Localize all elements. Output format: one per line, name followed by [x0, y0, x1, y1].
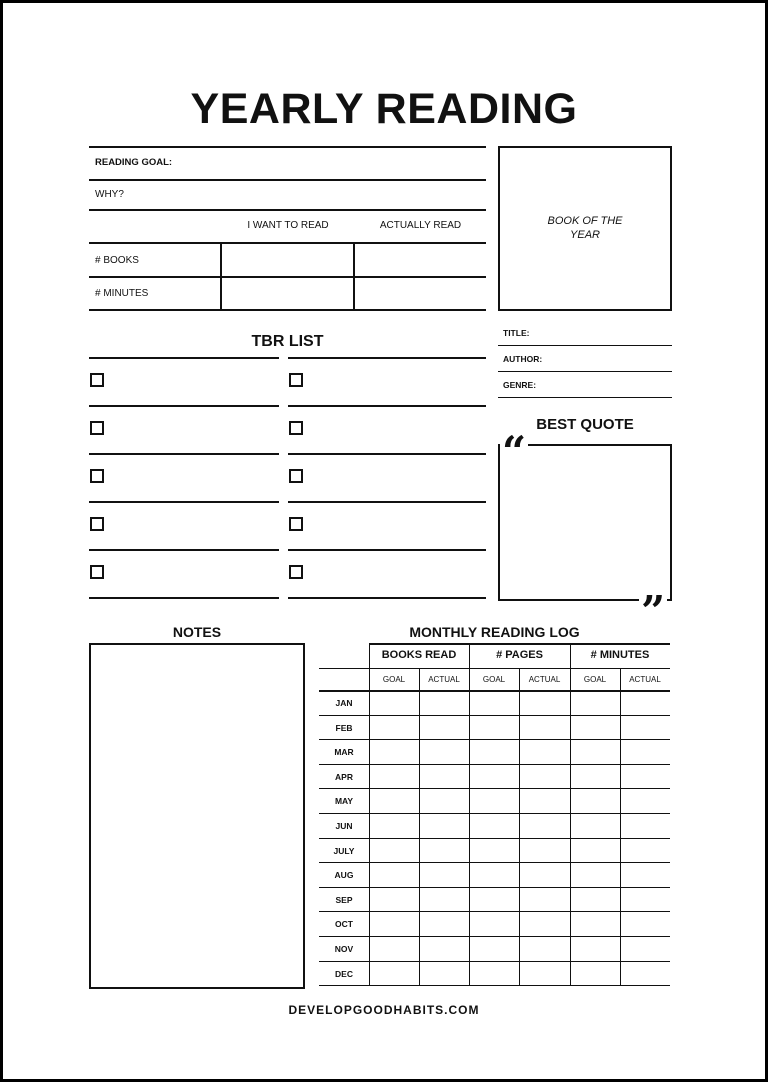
- col-want-header: I WANT TO READ: [247, 220, 329, 231]
- tbr-entry-line: [89, 597, 279, 599]
- tbr-entry-line: [288, 549, 486, 551]
- row-minutes-label: # MINUTES: [95, 288, 149, 299]
- close-quote-icon: ”: [641, 587, 666, 636]
- tbr-entry-line: [288, 405, 486, 407]
- title-label: TITLE:: [503, 328, 530, 338]
- tbr-entry-line: [89, 453, 279, 455]
- log-row-rule: [319, 887, 670, 888]
- tbr-entry-line: [89, 549, 279, 551]
- tbr-checkbox[interactable]: [90, 421, 104, 435]
- tbr-checkbox[interactable]: [289, 469, 303, 483]
- table-rule: [319, 690, 670, 692]
- table-rule: [369, 643, 370, 986]
- tbr-checkbox[interactable]: [90, 517, 104, 531]
- log-month-label: JUN: [335, 821, 353, 831]
- log-row-rule: [319, 813, 670, 814]
- tbr-entry-line: [288, 501, 486, 503]
- table-rule: [570, 643, 571, 986]
- log-month-label: MAY: [334, 796, 354, 807]
- tbr-checkbox[interactable]: [90, 373, 104, 387]
- tbr-checkbox[interactable]: [90, 469, 104, 483]
- log-row-rule: [319, 739, 670, 740]
- log-sub-goal: GOAL: [382, 675, 406, 684]
- log-row-rule: [319, 985, 670, 986]
- col-actual-header: ACTUALLY READ: [379, 220, 462, 231]
- log-row-rule: [319, 862, 670, 863]
- log-sub-goal: GOAL: [482, 675, 506, 684]
- log-sub-actual: ACTUAL: [528, 675, 561, 684]
- log-sub-actual: ACTUAL: [629, 675, 661, 684]
- log-month-label: JAN: [335, 698, 353, 708]
- tbr-checkbox[interactable]: [289, 373, 303, 387]
- log-row-rule: [319, 838, 670, 839]
- tbr-checkbox[interactable]: [289, 421, 303, 435]
- notes-box: [89, 643, 305, 989]
- log-row-rule: [319, 961, 670, 962]
- log-group-header: BOOKS READ: [381, 649, 457, 661]
- tbr-heading: TBR LIST: [251, 333, 324, 350]
- tbr-entry-line: [288, 453, 486, 455]
- book-of-year-line2: YEAR: [570, 229, 600, 241]
- log-month-label: APR: [335, 771, 353, 782]
- table-rule: [419, 668, 420, 986]
- page-title: YEARLY READING: [190, 85, 578, 133]
- log-row-rule: [319, 764, 670, 765]
- table-rule: [469, 643, 470, 986]
- book-of-year-line1: BOOK OF THE: [547, 215, 623, 227]
- table-rule: [519, 668, 520, 986]
- notes-heading: NOTES: [172, 624, 222, 640]
- reading-goal-label: READING GOAL:: [95, 157, 173, 168]
- log-sub-goal: GOAL: [583, 675, 607, 684]
- tbr-checkbox[interactable]: [289, 517, 303, 531]
- log-row-rule: [319, 911, 670, 912]
- log-row-rule: [319, 936, 670, 937]
- why-label: WHY?: [95, 189, 124, 200]
- tbr-checkbox[interactable]: [289, 565, 303, 579]
- row-books-label: # BOOKS: [95, 255, 139, 266]
- log-group-header: # PAGES: [496, 649, 543, 661]
- log-month-label: OCT: [335, 919, 353, 930]
- log-month-label: JULY: [333, 845, 355, 856]
- log-row-rule: [319, 715, 670, 716]
- log-month-label: FEB: [335, 722, 353, 733]
- log-row-rule: [319, 788, 670, 789]
- planner-page: [3, 3, 765, 1079]
- log-group-header: # MINUTES: [590, 649, 650, 661]
- best-quote-heading: BEST QUOTE: [536, 416, 634, 433]
- genre-label: GENRE:: [503, 380, 537, 390]
- author-label: AUTHOR:: [503, 354, 543, 364]
- log-month-label: AUG: [334, 870, 354, 881]
- log-month-label: NOV: [334, 944, 354, 954]
- tbr-entry-line: [288, 597, 486, 599]
- footer-website: DEVELOPGOODHABITS.COM: [288, 1003, 480, 1017]
- log-heading: MONTHLY READING LOG: [409, 624, 580, 640]
- table-rule: [369, 643, 670, 645]
- tbr-checkbox[interactable]: [90, 565, 104, 579]
- open-quote-icon: “: [502, 427, 527, 476]
- log-month-label: MAR: [334, 747, 354, 758]
- tbr-entry-line: [89, 501, 279, 503]
- log-month-label: SEP: [335, 894, 353, 905]
- tbr-entry-line: [89, 405, 279, 407]
- log-month-label: DEC: [335, 968, 353, 979]
- table-rule: [620, 668, 621, 986]
- log-sub-actual: ACTUAL: [428, 675, 460, 684]
